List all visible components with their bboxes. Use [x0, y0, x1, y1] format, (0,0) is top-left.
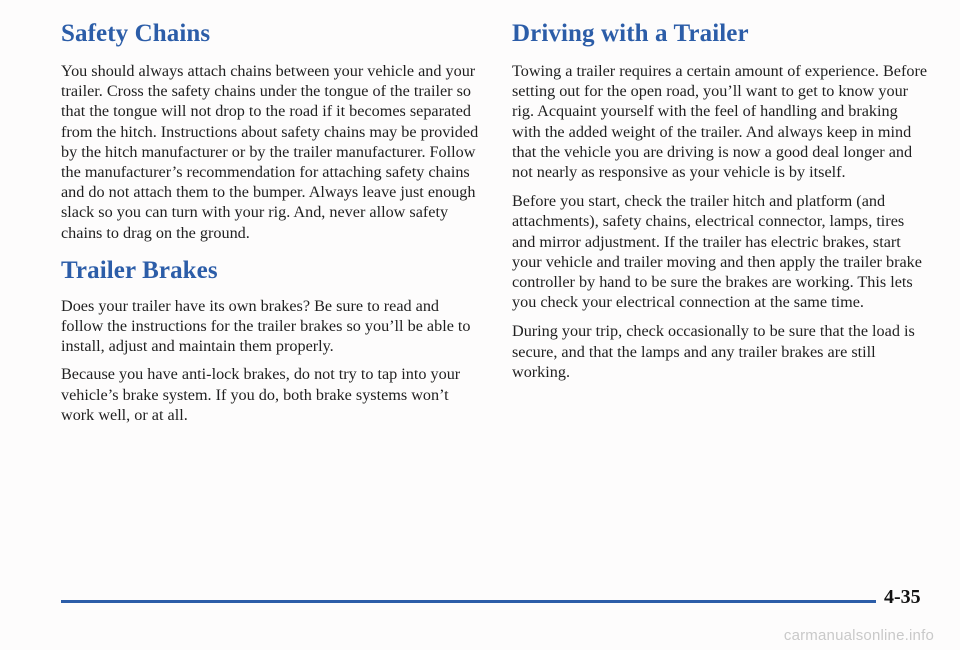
before-you-start-paragraph: Before you start, check the trailer hitch and platform (and attachments), safety chains, electrical connector, lamps, tires and mirror adjustment. If the trailer has electric brakes, start your vehicle and trailer moving and then apply the trailer brake controller by hand to be sure the brakes are working. This lets you check your electrical connection at the same time. — [512, 192, 922, 312]
anti-lock-paragraph: Because you have anti-lock brakes, do not try to tap into your vehicle’s brake system. If you do, both brake systems won’t work well, or at all. — [61, 365, 461, 424]
driving-with-trailer-heading: Driving with a Trailer — [512, 20, 749, 47]
right-column — [512, 18, 930, 382]
left-column — [61, 18, 479, 425]
during-trip-paragraph: During your trip, check occasionally to be sure that the load is secure, and that the lamps and any trailer brakes are still working. — [512, 322, 915, 381]
safety-chains-paragraph: You should always attach chains between your vehicle and your trailer. Cross the safety chains under the tongue of the trailer so that the tongue will not drop to the road if it becomes separated from the hitch. Instructions about safety chains may be provided by the hitch manufacturer or by the trailer manufacturer. Follow the manufacturer’s recommendation for attaching safety chains and do not attach them to the bumper. Always leave just enough slack so you can turn with your rig. And, never allow safety chains to drag on the ground. — [61, 62, 479, 242]
towing-experience-paragraph: Towing a trailer requires a certain amount of experience. Before setting out for the open road, you’ll want to get to know your rig. Acquaint yourself with the feel of handling and braking with the added weight of the trailer. And always keep in mind that the vehicle you are driving is now a good deal longer and not nearly as responsive as your vehicle is by itself. — [512, 62, 928, 182]
watermark: carmanualsonline.info — [783, 627, 934, 644]
footer-rule — [61, 600, 876, 603]
trailer-brakes-heading: Trailer Brakes — [61, 256, 218, 284]
page-number: 4-35 — [884, 586, 921, 608]
trailer-brakes-paragraph: Does your trailer have its own brakes? Be sure to read and follow the instructions for the trailer brakes so you’ll be able to install, adjust and maintain them properly. — [61, 296, 471, 356]
safety-chains-heading: Safety Chains — [61, 20, 211, 47]
